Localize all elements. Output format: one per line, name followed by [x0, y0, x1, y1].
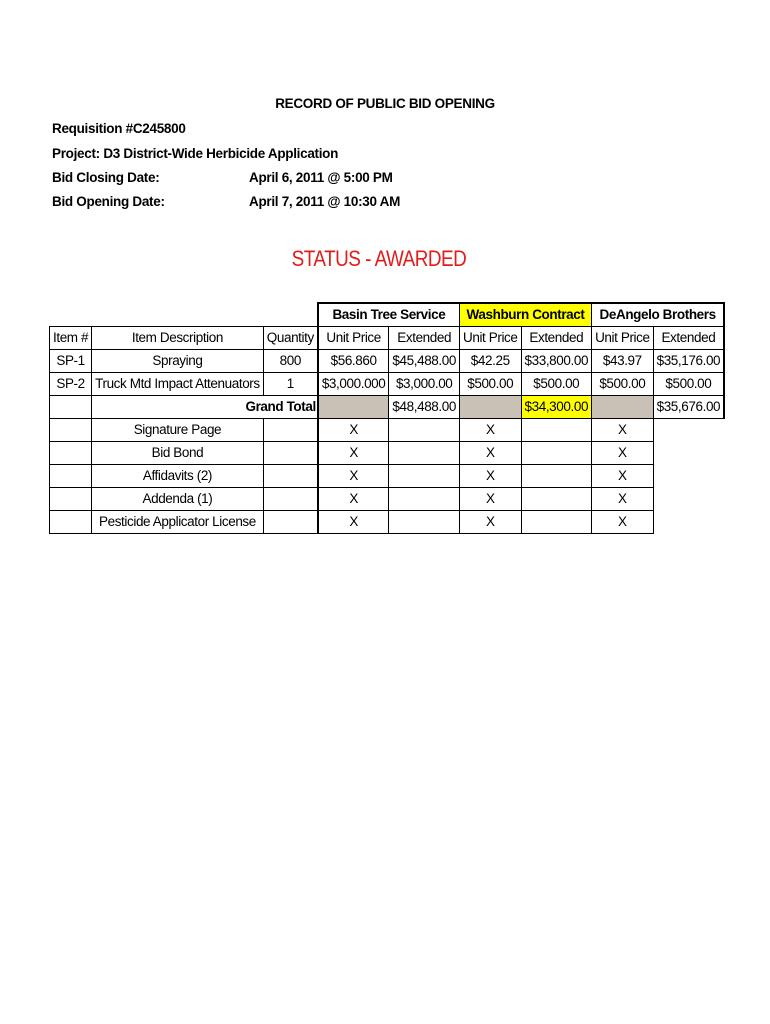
- table-row: [50, 349, 725, 372]
- column-header: Unit Price: [592, 326, 654, 349]
- vendor-header-row: [50, 303, 725, 326]
- price-cell: $42.25: [459, 349, 521, 372]
- column-header: Item #: [50, 326, 92, 349]
- column-header: Extended: [653, 326, 724, 349]
- requisition-number: Requisition #C245800: [52, 121, 186, 136]
- document-mark: X: [459, 487, 521, 510]
- column-header: Extended: [521, 326, 592, 349]
- price-cell: $500.00: [653, 372, 724, 395]
- column-header: Unit Price: [318, 326, 389, 349]
- price-cell: $500.00: [592, 372, 654, 395]
- document-label: Pesticide Applicator License: [92, 510, 264, 533]
- item-quantity: 800: [263, 349, 318, 372]
- document-title: RECORD OF PUBLIC BID OPENING: [275, 96, 495, 111]
- price-cell: $45,488.00: [389, 349, 460, 372]
- grand-total-value: $48,488.00: [389, 395, 460, 418]
- column-header: Unit Price: [459, 326, 521, 349]
- document-label: Bid Bond: [92, 441, 264, 464]
- project-name: Project: D3 District-Wide Herbicide Application: [52, 146, 339, 161]
- grand-total-value: $35,676.00: [653, 395, 724, 418]
- document-row: [50, 510, 725, 533]
- document-mark: X: [592, 418, 654, 441]
- document-label: Affidavits (2): [92, 464, 264, 487]
- price-cell: $35,176.00: [653, 349, 724, 372]
- grand-total-row: [50, 395, 725, 418]
- document-mark: X: [459, 418, 521, 441]
- item-number: SP-2: [50, 372, 92, 395]
- document-label: Signature Page: [92, 418, 264, 441]
- price-cell: $43.97: [592, 349, 654, 372]
- price-cell: $3,000.00: [389, 372, 460, 395]
- document-mark: X: [459, 464, 521, 487]
- bid-closing-date: April 6, 2011 @ 5:00 PM: [249, 170, 393, 185]
- document-mark: X: [318, 487, 389, 510]
- grand-total-label: Grand Total: [92, 395, 318, 418]
- price-cell: $33,800.00: [521, 349, 592, 372]
- price-cell: $500.00: [521, 372, 592, 395]
- document-mark: X: [592, 487, 654, 510]
- document-mark: X: [592, 441, 654, 464]
- document-row: [50, 487, 725, 510]
- document-row: [50, 464, 725, 487]
- bid-table: [49, 302, 725, 534]
- document-row: [50, 418, 725, 441]
- document-mark: X: [592, 510, 654, 533]
- vendor-name: DeAngelo Brothers: [592, 303, 725, 326]
- column-header: Extended: [389, 326, 460, 349]
- vendor-name: Basin Tree Service: [318, 303, 460, 326]
- document-mark: X: [592, 464, 654, 487]
- grand-total-value-winning: $34,300.00: [521, 395, 592, 418]
- item-description: Truck Mtd Impact Attenuators: [92, 372, 264, 395]
- column-header: Quantity: [263, 326, 318, 349]
- item-number: SP-1: [50, 349, 92, 372]
- status-banner: STATUS - AWARDED: [291, 246, 467, 271]
- document-mark: X: [318, 464, 389, 487]
- bid-closing-label: Bid Closing Date:: [52, 170, 160, 185]
- document-row: [50, 441, 725, 464]
- price-cell: $3,000.000: [318, 372, 389, 395]
- item-description: Spraying: [92, 349, 264, 372]
- vendor-name-winning: Washburn Contract: [459, 303, 591, 326]
- document-label: Addenda (1): [92, 487, 264, 510]
- bid-opening-date: April 7, 2011 @ 10:30 AM: [249, 194, 401, 209]
- document-mark: X: [318, 441, 389, 464]
- item-quantity: 1: [263, 372, 318, 395]
- document-mark: X: [459, 510, 521, 533]
- column-header: Item Description: [92, 326, 264, 349]
- bid-opening-label: Bid Opening Date:: [52, 194, 165, 209]
- document-mark: X: [318, 418, 389, 441]
- document-mark: X: [459, 441, 521, 464]
- document-mark: X: [318, 510, 389, 533]
- table-row: [50, 372, 725, 395]
- column-header-row: [50, 326, 725, 349]
- price-cell: $56.860: [318, 349, 389, 372]
- price-cell: $500.00: [459, 372, 521, 395]
